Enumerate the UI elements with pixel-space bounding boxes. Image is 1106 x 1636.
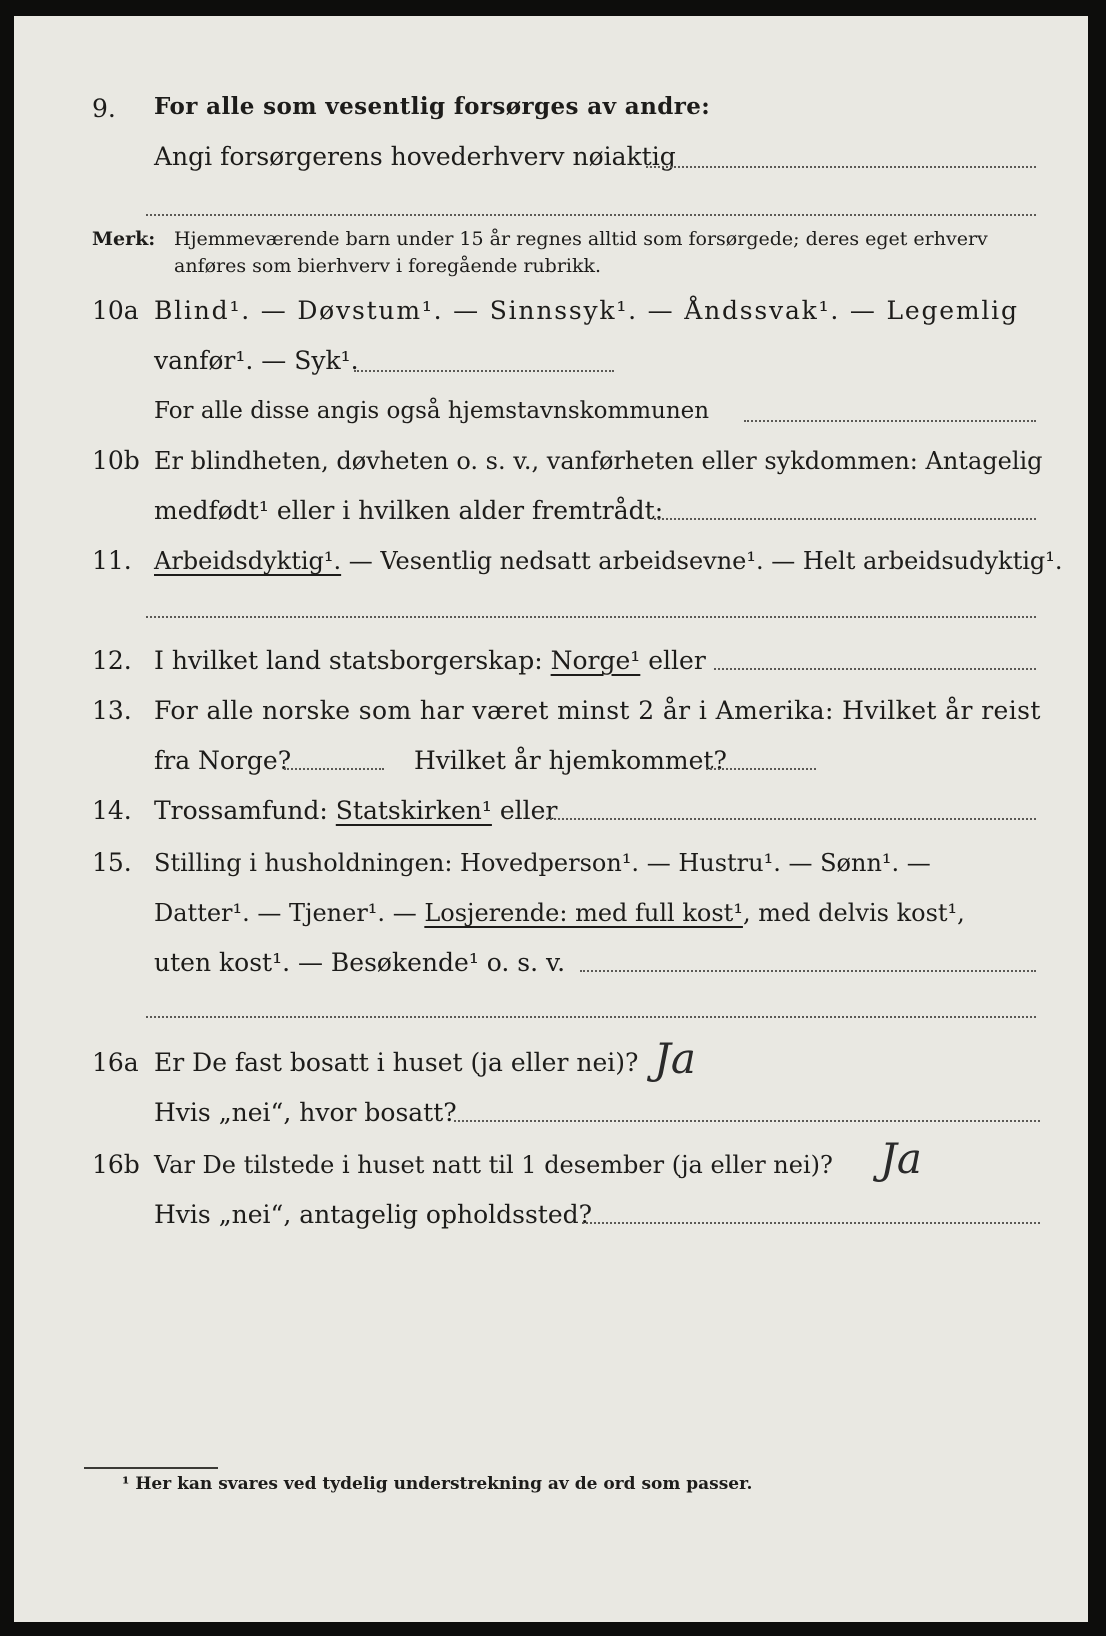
q12-text: I hvilket land statsborgerskap:	[154, 646, 543, 675]
q9-answer-line[interactable]	[646, 166, 1036, 168]
q15-line2-end: , med delvis kost¹,	[742, 899, 965, 927]
q10a-answer-line[interactable]	[354, 370, 614, 372]
q12-after: eller	[648, 646, 706, 675]
footnote: ¹ Her kan svares ved tydelig understrekning av de ord som passer.	[122, 1474, 753, 1494]
q14-selected-option[interactable]: Statskirken¹	[335, 796, 492, 825]
item-number-11: 11.	[92, 546, 132, 575]
q12-selected-option[interactable]: Norge¹	[550, 646, 641, 675]
q10a-line1	[154, 296, 1044, 326]
q11-rest-text: — Vesentlig nedsatt arbeidsevne¹. — Helt arbeidsudyktig¹.	[341, 547, 1063, 575]
item-number-15: 15.	[92, 848, 132, 877]
q11-selected-option[interactable]: Arbeidsdyktig¹.	[154, 547, 342, 575]
q9-text: For alle som vesentlig forsørges av andre:	[154, 93, 711, 120]
q15-line2-start: Datter¹. — Tjener¹. —	[154, 899, 425, 927]
q10b-answer-line[interactable]	[654, 518, 1036, 520]
item-number-16b: 16b	[92, 1150, 140, 1179]
q10a-line1-text: Blind¹. — Døvstum¹. — Sinnssyk¹. — Åndssvak¹. — Legemlig	[154, 296, 1019, 325]
q13-line1: For alle norske som har været minst 2 år i Amerika: Hvilket år reist	[154, 696, 1041, 725]
q16b-line1: Var De tilstede i huset natt til 1 desember (ja eller nei)?	[154, 1151, 833, 1179]
q13-emigrated-year-line[interactable]	[284, 768, 384, 770]
q16b-line2: Hvis „nei“, antagelig opholdssted?	[154, 1200, 593, 1229]
q16a-line1: Er De fast bosatt i huset (ja eller nei)?	[154, 1048, 639, 1077]
q16a-handwritten-answer[interactable]: Ja	[654, 1034, 696, 1083]
q16b-handwritten-answer[interactable]: Ja	[880, 1134, 922, 1183]
merk-label: Merk:	[92, 228, 156, 250]
q14-after: eller	[499, 796, 558, 825]
q9-answer-line-2[interactable]	[146, 214, 1036, 216]
item-number-12: 12.	[92, 646, 132, 675]
q14-line	[154, 796, 1044, 826]
footnote-rule	[84, 1467, 218, 1469]
q16a-line2: Hvis „nei“, hvor bosatt?	[154, 1098, 457, 1127]
q14-text: Trossamfund:	[154, 796, 328, 825]
q15-line2	[154, 898, 1044, 928]
q15-line3: uten kost¹. — Besøkende¹ o. s. v.	[154, 948, 566, 977]
q11-answer-line[interactable]	[146, 616, 1036, 618]
q10b-line1: Er blindheten, døvheten o. s. v., vanførheten eller sykdommen: Antagelig	[154, 447, 1043, 475]
q15-selected-option[interactable]: Losjerende: med full kost¹	[424, 899, 743, 927]
q16a-answer-line[interactable]	[454, 1120, 1040, 1122]
q15-line1: Stilling i husholdningen: Hovedperson¹. — Hustru¹. — Sønn¹. —	[154, 849, 931, 877]
q10b-line2: medfødt¹ eller i hvilken alder fremtrådt:	[154, 496, 664, 525]
q13-right-question: Hvilket år hjemkommet?	[414, 746, 727, 775]
item-number-16a: 16a	[92, 1048, 139, 1077]
item-number-14: 14.	[92, 796, 132, 825]
item-number-10b: 10b	[92, 446, 140, 475]
q14-answer-line[interactable]	[546, 818, 1036, 820]
q13-left-question: fra Norge?	[154, 746, 292, 775]
form-page	[14, 16, 1088, 1622]
q15-answer-line[interactable]	[580, 970, 1036, 972]
item-number-10a: 10a	[92, 296, 139, 325]
q11-line	[154, 546, 1063, 576]
q16b-answer-line[interactable]	[582, 1222, 1040, 1224]
q9-sub-text: Angi forsørgerens hovederhverv nøiaktig	[154, 142, 676, 171]
q12-answer-line[interactable]	[714, 668, 1036, 670]
q10a-line2-text: vanfør¹. — Syk¹.	[154, 346, 359, 375]
item-number-13: 13.	[92, 696, 132, 725]
q15-answer-line-2[interactable]	[146, 1016, 1036, 1018]
q12-line	[154, 646, 1044, 676]
item-number-9: 9.	[92, 94, 116, 123]
q13-returned-year-line[interactable]	[706, 768, 816, 770]
q10a-home-municipality-line[interactable]	[744, 420, 1036, 422]
q10a-line3: For alle disse angis også hjemstavnskommunen	[154, 398, 710, 424]
merk-text: Hjemmeværende barn under 15 år regnes alltid som forsørgede; deres eget erhverv anføres som bierhverv i foregående rubrikk.	[174, 228, 988, 277]
